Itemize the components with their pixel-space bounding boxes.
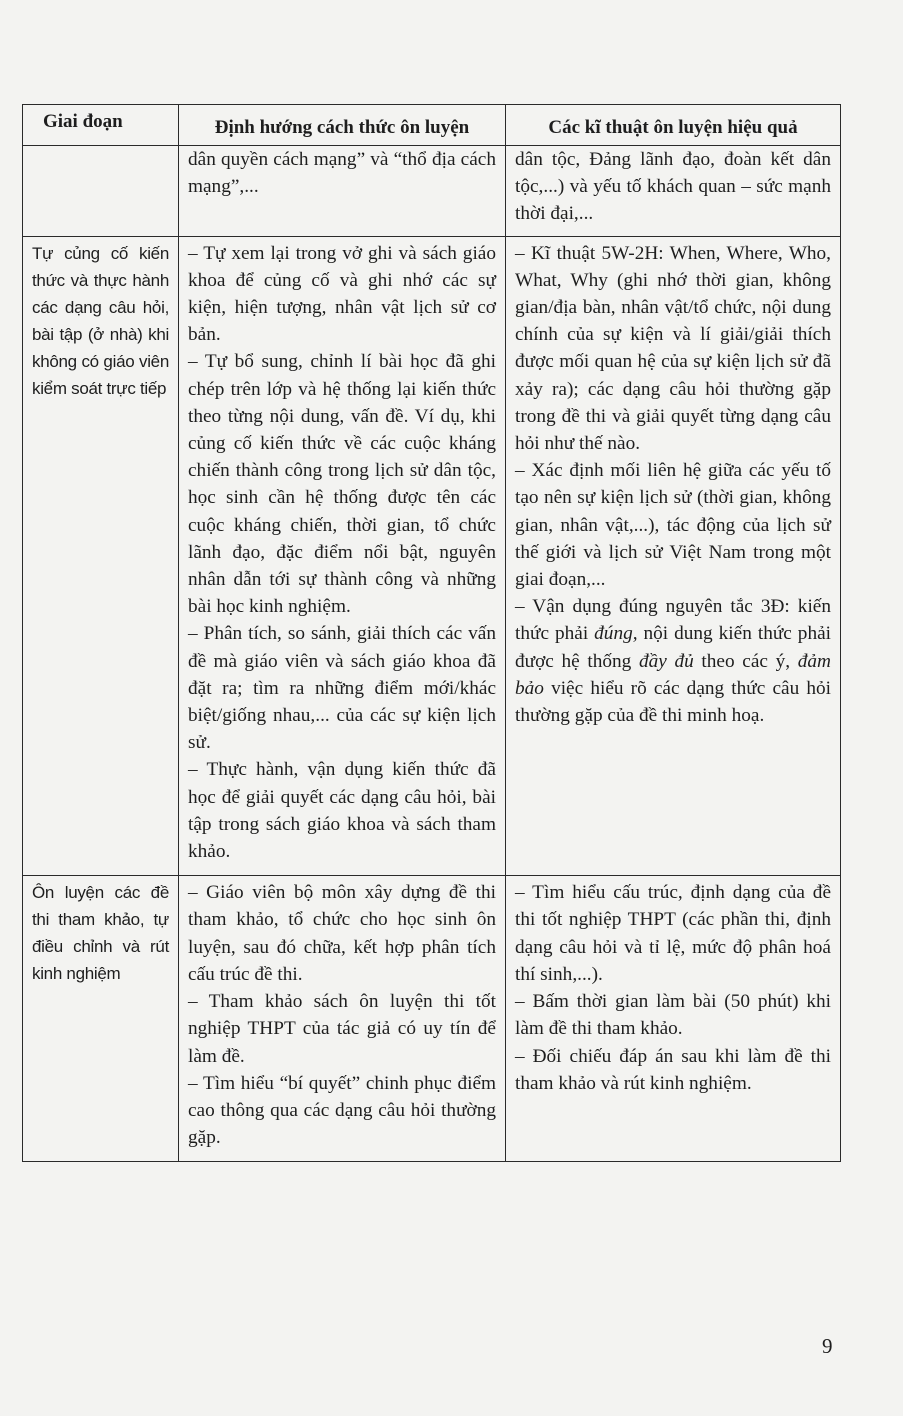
- paragraph: – Bấm thời gian làm bài (50 phút) khi làm đề thi tham khảo.: [515, 991, 831, 1040]
- paragraph: – Tìm hiểu “bí quyết” chinh phục điểm cao thông qua các dạng câu hỏi thường gặp.: [188, 1072, 496, 1149]
- table-row-continuation: [23, 146, 841, 237]
- paragraph: – Tự bổ sung, chỉnh lí bài học đã ghi chép trên lớp và hệ thống lại kiến thức theo từng nội dung, vấn đề. Ví dụ, khi củng cố kiến thức về các cuộc kháng chiến thành công trong lịch sử dân tộc, học sinh cần hệ thống được tên các cuộc kháng chiến, thời gian, tổ chức lãnh đạo, đặc điểm nổi bật, nguyên nhân dẫn tới sự thành công và những bài học kinh nghiệm.: [188, 351, 496, 618]
- italic-text: đầy đủ: [638, 650, 694, 672]
- paragraph: dân tộc, Đảng lãnh đạo, đoàn kết dân tộc,...) và yếu tố khách quan – sức mạnh thời đại,...: [515, 149, 831, 225]
- paragraph-3d-principle: [515, 593, 831, 729]
- header-stage: Giai đoạn: [23, 105, 179, 146]
- cell-stage: [23, 236, 179, 876]
- paragraph: – Tự xem lại trong vở ghi và sách giáo khoa để củng cố và ghi nhớ các sự kiện, hiện tượng, nhân vật lịch sử cơ bản.: [188, 242, 496, 346]
- header-techniques: Các kĩ thuật ôn luyện hiệu quả: [506, 105, 841, 146]
- cell-orientation: [179, 876, 506, 1162]
- paragraph: – Kĩ thuật 5W-2H: When, Where, Who, What, Why (ghi nhớ thời gian, không gian/địa bàn, nhân vật/tổ chức, nội dung chính của sự kiện và lí giải/giải thích được mối quan hệ của sự kiện lịch sử đã xảy ra); các dạng câu hỏi thường gặp trong đề thi và giải quyết từng dạng câu hỏi như thế nào.: [515, 242, 831, 455]
- italic-text: đảm bảo: [515, 650, 831, 699]
- cell-orientation: [179, 146, 506, 237]
- study-methods-table: [22, 104, 841, 1162]
- italic-text: đúng,: [594, 623, 638, 645]
- paragraph: – Tìm hiểu cấu trúc, định dạng của đề thi tốt nghiệp THPT (các phần thi, định dạng câu hỏi và tỉ lệ, mức độ phân hoá thí sinh,...).: [515, 882, 831, 985]
- paragraph: dân quyền cách mạng” và “thổ địa cách mạng”,...: [188, 149, 496, 198]
- stage-label: Ôn luyện các đề thi tham khảo, tự điều chỉnh và rút kinh nghiệm: [32, 883, 169, 984]
- cell-techniques: [506, 236, 841, 876]
- cell-stage: [23, 876, 179, 1162]
- cell-orientation: [179, 236, 506, 876]
- text-run: theo các ý,: [693, 650, 798, 672]
- text-run: – Vận dụng đúng nguyên tắc 3Đ: kiến thức phải: [515, 596, 831, 645]
- paragraph: – Giáo viên bộ môn xây dựng đề thi tham khảo, tổ chức cho học sinh ôn luyện, sau đó chữa, kết hợp phân tích cấu trúc đề thi.: [188, 882, 496, 985]
- table-row-self-study: [23, 236, 841, 876]
- text-run: nội dung kiến thức phải được hệ thống: [515, 623, 832, 672]
- paragraph: – Xác định mối liên hệ giữa các yếu tố tạo nên sự kiện lịch sử (thời gian, không gian, nhân vật,...), tác động của lịch sử thế giới và lịch sử Việt Nam trong một giai đoạn,...: [515, 460, 831, 591]
- cell-stage-empty: [23, 146, 179, 237]
- paragraph: – Phân tích, so sánh, giải thích các vấn đề mà giáo viên và sách giáo khoa đã đặt ra; tìm ra những điểm mới/khác biệt/giống nhau,... của các sự kiện lịch sử.: [188, 623, 496, 754]
- cell-techniques: [506, 146, 841, 237]
- stage-label: Tự củng cố kiến thức và thực hành các dạng câu hỏi, bài tập (ở nhà) khi không có giáo viên kiểm soát trực tiếp: [32, 243, 169, 398]
- table-header-row: [23, 105, 841, 146]
- paragraph: – Đối chiếu đáp án sau khi làm đề thi tham khảo và rút kinh nghiệm.: [515, 1045, 831, 1094]
- paragraph: – Tham khảo sách ôn luyện thi tốt nghiệp THPT của tác giả có uy tín để làm đề.: [188, 991, 496, 1067]
- table-row-practice-tests: [23, 876, 841, 1162]
- cell-techniques: [506, 876, 841, 1162]
- text-run: việc hiểu rõ các dạng thức câu hỏi thường gặp của đề thi minh hoạ.: [515, 677, 831, 727]
- paragraph: – Thực hành, vận dụng kiến thức đã học để giải quyết các dạng câu hỏi, bài tập trong sách giáo khoa và sách tham khảo.: [188, 759, 496, 863]
- page-number: 9: [822, 1334, 833, 1358]
- header-orientation: Định hướng cách thức ôn luyện: [179, 105, 506, 146]
